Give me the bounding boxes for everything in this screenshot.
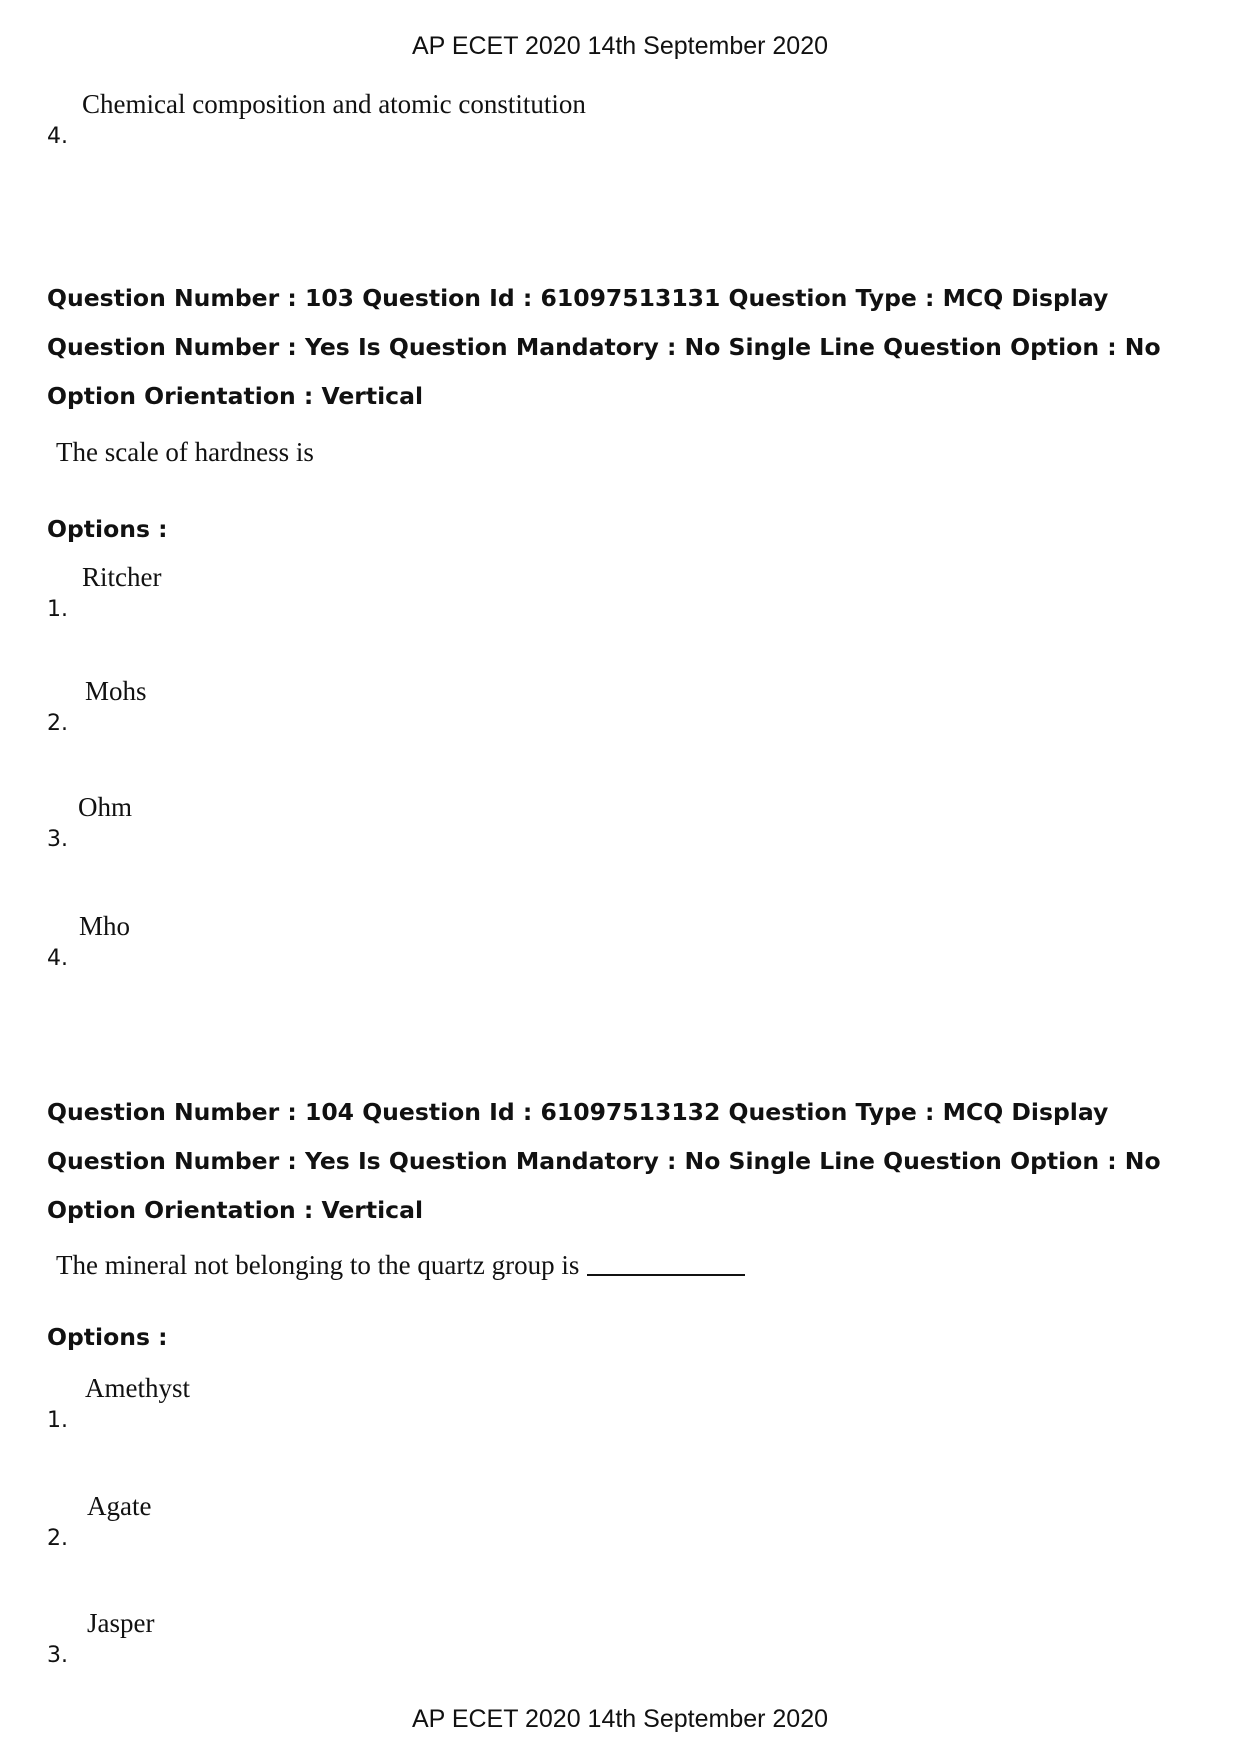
options-label: Options : [47, 1323, 168, 1351]
option-number: 1. [47, 597, 68, 622]
question-stem [56, 1249, 745, 1281]
option-text: Ritcher [82, 562, 162, 592]
option-text: Mho [79, 911, 131, 941]
option-number: 4. [47, 946, 68, 971]
question-meta: Question Number : 103 Question Id : 61097513131 Question Type : MCQ Display Question Number : Yes Is Question Mandatory : No Single Line Question Option : No Option Orientation : Vertical [47, 284, 1161, 410]
option-number: 4. [47, 124, 68, 149]
question-meta: Question Number : 104 Question Id : 61097513132 Question Type : MCQ Display Question Number : Yes Is Question Mandatory : No Single Line Question Option : No Option Orientation : Vertical [47, 1098, 1161, 1224]
option-text: Chemical composition and atomic constitution [82, 89, 586, 119]
page-footer: AP ECET 2020 14th September 2020 [411, 1705, 829, 1733]
option-text: Jasper [87, 1608, 155, 1638]
option-number: 2. [47, 711, 68, 736]
option-text: Amethyst [85, 1373, 190, 1403]
option-text: Ohm [78, 792, 132, 822]
option-number: 3. [47, 827, 68, 852]
option-text: Agate [87, 1491, 152, 1521]
question-stem-text: The mineral not belonging to the quartz group is [56, 1250, 580, 1280]
option-text: Mohs [85, 676, 147, 706]
answer-blank [587, 1274, 745, 1276]
options-label: Options : [47, 515, 168, 543]
option-number: 3. [47, 1643, 68, 1668]
page-header: AP ECET 2020 14th September 2020 [411, 32, 829, 60]
option-number: 1. [47, 1408, 68, 1433]
question-stem: The scale of hardness is [56, 437, 314, 467]
option-number: 2. [47, 1526, 68, 1551]
